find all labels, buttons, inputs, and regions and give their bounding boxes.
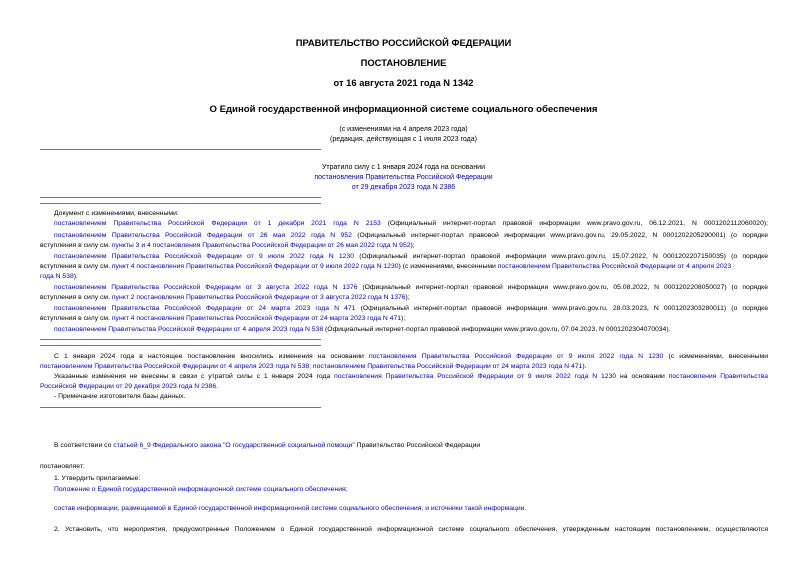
change-line xyxy=(54,252,768,262)
expired-link-1[interactable]: постановления Правительства Российской Федерации xyxy=(314,174,493,181)
expired-text: Утратило силу с 1 января 2024 года на основании xyxy=(321,164,486,171)
change-text: (Официальный интернет-портал правовой информации www.pravo.gov.ru, 28.03.2023, N 0001202303280011) (о порядке xyxy=(360,305,768,312)
note-text: на основании xyxy=(620,373,665,380)
change-line xyxy=(40,262,731,272)
change-link[interactable]: пункт 4 постановления Правительства Российской Федерации от 24 марта 2023 года N 471 xyxy=(111,315,402,322)
note-line xyxy=(40,382,218,392)
change-link[interactable]: пункт 2 постановления Правительства Российской Федерации от 3 августа 2022 года N 1376 xyxy=(111,294,406,301)
note-link[interactable]: Российской Федерации от 29 декабря 2023 года N 2386 xyxy=(40,383,217,390)
change-link[interactable]: постановлением Правительства Российской Федерации от 3 августа 2022 года N 1376 xyxy=(54,284,358,291)
note-link[interactable]: постановлением Правительства Российской Федерации от 24 марта 2023 года N 471 xyxy=(312,363,583,370)
changes-intro: Документ с изменениями, внесенными: xyxy=(54,210,179,217)
change-line xyxy=(40,272,78,282)
basis-line xyxy=(54,441,480,451)
note-text: ; xyxy=(309,363,312,370)
basis-law-link[interactable]: статьей 6_9 Федерального закона "О государственной социальной помощи" xyxy=(113,442,355,449)
change-line xyxy=(54,283,768,293)
change-link[interactable]: пункт 4 постановления Правительства Российской Федерации от 9 июля 2022 года N 1230 xyxy=(111,263,399,270)
item-2-text: 2. Установить, что мероприятия, предусмотренные Положением о Единой государственной информационной системе социального обеспечения, утвержденным настоящим постановлением, осуществляются xyxy=(54,526,768,533)
change-link[interactable]: постановлением Правительства Российской Федерации от 1 декабря 2021 года N 2153 xyxy=(54,220,381,227)
document-title: О Единой государственной информационной системе социального обеспечения xyxy=(209,104,598,115)
edition-line-1: (с изменениями на 4 апреля 2023 года) xyxy=(339,126,468,133)
note-line xyxy=(54,372,768,382)
change-text: ); xyxy=(401,315,406,322)
change-text: ); xyxy=(73,273,78,280)
change-line xyxy=(40,314,405,324)
change-link[interactable]: постановлением Правительства Российской Федерации от 4 апреля 2023 года N 538 xyxy=(54,326,324,333)
basis-text: Правительство Российской Федерации xyxy=(356,442,481,449)
note-link[interactable]: постановления Правительства Российской Федерации от 9 июля 2022 года N 1230 xyxy=(334,373,617,380)
producer-note: - Примечание изготовителя базы данных. xyxy=(54,393,186,400)
note-text: ). xyxy=(582,363,587,370)
change-link[interactable]: постановлением Правительства Российской Федерации от 26 мая 2022 года N 952 xyxy=(54,232,352,239)
change-line xyxy=(54,304,768,314)
item-1: 1. Утвердить прилагаемые: xyxy=(54,475,141,482)
divider xyxy=(40,149,321,150)
decides-text: постановляет: xyxy=(40,463,85,470)
note-text: С 1 января 2024 года в настоящее постановление вносились изменения на основании xyxy=(54,353,364,360)
divider xyxy=(40,203,321,204)
change-line xyxy=(54,231,768,241)
change-text: (Официальный интернет-портал правовой информации www.pravo.gov.ru, 05.08.2022, N 0001202208050027) (о порядке xyxy=(362,284,768,291)
change-link[interactable]: постановлением Правительства Российской Федерации от 24 марта 2023 года N 471 xyxy=(54,305,356,312)
change-text: вступления в силу см. xyxy=(40,263,110,270)
change-link[interactable]: года N 538 xyxy=(40,273,74,280)
note-link[interactable]: постановления Правительства Российской Федерации от 9 июля 2022 года N 1230 xyxy=(368,353,664,360)
change-text: (Официальный интернет-портал правовой информации www.pravo.gov.ru, 15.07.2022, N 0001202207150035) (о порядке xyxy=(359,253,768,260)
change-text: (Официальный интернет-портал правовой информации www.pravo.gov.ru, 06.12.2021, N 0001202112060020); xyxy=(387,220,768,227)
divider xyxy=(40,345,321,346)
change-text: ); xyxy=(410,242,415,249)
change-text: (Официальный интернет-портал правовой информации www.pravo.gov.ru, 29.05.2022, N 0001202205290001) (о порядке xyxy=(357,232,769,239)
edition-line-2: (редакция, действующая с 1 июля 2023 года) xyxy=(330,136,477,143)
note-link[interactable]: постановлением Правительства Российской Федерации от 4 апреля 2023 года N 538 xyxy=(40,363,310,370)
note-line xyxy=(54,352,768,362)
divider xyxy=(40,407,321,408)
change-line xyxy=(54,325,670,335)
change-text: ); xyxy=(405,294,410,301)
note-text: . xyxy=(216,383,219,390)
change-link[interactable]: постановлением Правительства Российской Федерации от 4 апреля 2023 xyxy=(497,263,732,270)
document-type: ПОСТАНОВЛЕНИЕ xyxy=(360,57,447,68)
change-link[interactable]: постановлением Правительства Российской Федерации от 9 июля 2022 года N 1230 xyxy=(54,253,354,260)
divider xyxy=(40,197,321,198)
change-text: (Официальный интернет-портал правовой информации www.pravo.gov.ru, 07.04.2023, N 0001202304070034). xyxy=(325,326,671,333)
change-line xyxy=(40,293,410,303)
change-text: вступления в силу см. xyxy=(40,242,110,249)
change-line xyxy=(40,241,415,251)
change-link[interactable]: пункты 3 и 4 постановления Правительства Российской Федерации от 26 мая 2022 года N 952 xyxy=(111,242,411,249)
change-text: ) (с изменениями, внесенными xyxy=(398,263,496,270)
info-composition-link[interactable]: состав информации, размещаемой в Единой государственной информационной системе социального обеспечения, и источники такой информации. xyxy=(54,505,527,512)
change-line xyxy=(54,219,768,229)
document-date-number: от 16 августа 2021 года N 1342 xyxy=(333,77,474,88)
item-2 xyxy=(54,525,768,535)
note-link[interactable]: постановления Правительства xyxy=(668,373,769,380)
note-text: Указанные изменения не внесены в связи с утратой силы с 1 января 2024 года xyxy=(54,373,331,380)
expired-link-2[interactable]: от 29 декабря 2023 года N 2386 xyxy=(351,184,456,191)
change-text: вступления в силу см. xyxy=(40,294,110,301)
note-line xyxy=(40,362,586,372)
change-text: вступления в силу см. xyxy=(40,315,110,322)
government-heading: ПРАВИТЕЛЬСТВО РОССИЙСКОЙ ФЕДЕРАЦИИ xyxy=(295,37,512,48)
basis-text: В соответствии со xyxy=(54,442,112,449)
note-text: (с изменениями, внесенными xyxy=(668,353,769,360)
divider xyxy=(40,339,321,340)
regulation-link[interactable]: Положение о Единой государственной информационной системе социального обеспечения; xyxy=(54,486,348,493)
